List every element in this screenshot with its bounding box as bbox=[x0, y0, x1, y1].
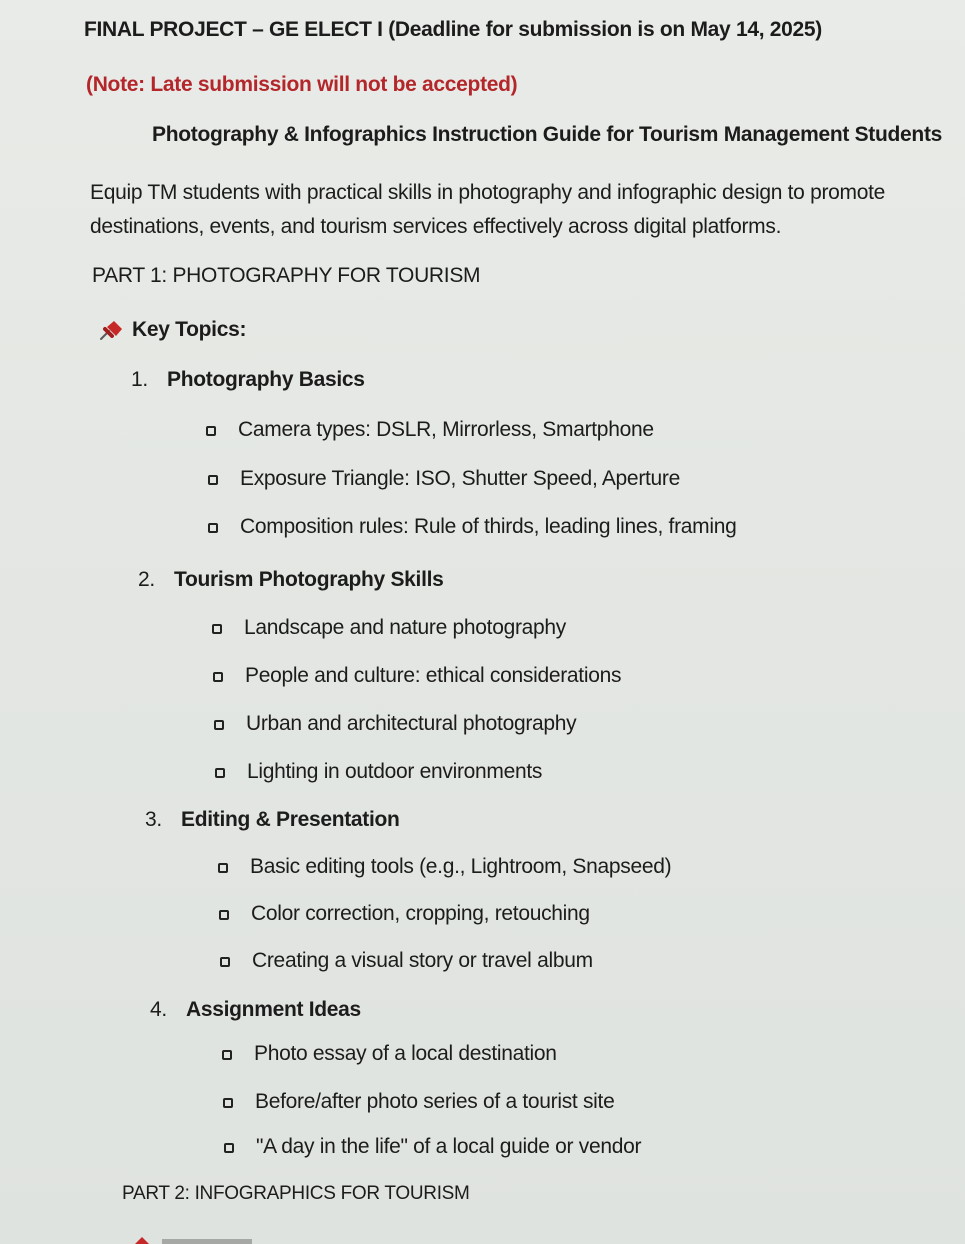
list-item-text: Camera types: DSLR, Mirrorless, Smartphone bbox=[238, 418, 654, 441]
hollow-square-bullet-icon bbox=[218, 863, 228, 873]
hollow-square-bullet-icon bbox=[219, 910, 229, 920]
section-number: 3. bbox=[145, 808, 162, 831]
list-item bbox=[218, 855, 671, 879]
list-item-text: Basic editing tools (e.g., Lightroom, Snapseed) bbox=[250, 855, 672, 878]
list-item-text: Photo essay of a local destination bbox=[254, 1042, 557, 1065]
key-topics-heading bbox=[98, 318, 246, 342]
hollow-square-bullet-icon bbox=[220, 957, 230, 967]
section-title: Photography Basics bbox=[167, 368, 365, 391]
intro-paragraph: Equip TM students with practical skills in photography and infographic design to promote destinations, events, and tourism services effectively across digital platforms. bbox=[90, 181, 886, 238]
hollow-square-bullet-icon bbox=[213, 672, 223, 682]
list-item-text: Exposure Triangle: ISO, Shutter Speed, Aperture bbox=[240, 467, 680, 490]
list-item bbox=[214, 712, 576, 736]
hollow-square-bullet-icon bbox=[212, 624, 222, 634]
section-number: 4. bbox=[150, 998, 167, 1021]
hollow-square-bullet-icon bbox=[215, 768, 225, 778]
hollow-square-bullet-icon bbox=[208, 475, 218, 485]
list-item-text: "A day in the life" of a local guide or vendor bbox=[256, 1135, 642, 1158]
section-title: Assignment Ideas bbox=[186, 998, 361, 1021]
list-item bbox=[206, 418, 654, 442]
list-item-text: Urban and architectural photography bbox=[246, 712, 577, 735]
cutoff-next-line bbox=[128, 1232, 268, 1244]
list-item-text: Lighting in outdoor environments bbox=[247, 760, 543, 783]
list-item-text: People and culture: ethical considerations bbox=[245, 664, 622, 687]
list-item-text: Color correction, cropping, retouching bbox=[251, 902, 590, 925]
section-heading bbox=[131, 368, 365, 392]
hollow-square-bullet-icon bbox=[223, 1098, 233, 1108]
guide-subtitle: Photography & Infographics Instruction Guide for Tourism Management Students bbox=[152, 123, 943, 146]
list-item bbox=[212, 616, 566, 640]
section-number: 2. bbox=[138, 568, 155, 591]
section-title: Editing & Presentation bbox=[181, 808, 400, 831]
hollow-square-bullet-icon bbox=[208, 523, 218, 533]
list-item bbox=[208, 467, 680, 491]
part1-heading: PART 1: PHOTOGRAPHY FOR TOURISM bbox=[92, 264, 481, 287]
hollow-square-bullet-icon bbox=[224, 1143, 234, 1153]
list-item bbox=[215, 760, 542, 784]
pushpin-icon bbox=[98, 319, 124, 341]
list-item bbox=[223, 1090, 614, 1114]
section-heading bbox=[150, 998, 361, 1022]
section-heading bbox=[138, 568, 444, 592]
late-submission-note: (Note: Late submission will not be accepted) bbox=[86, 73, 518, 96]
list-item bbox=[224, 1135, 641, 1159]
hollow-square-bullet-icon bbox=[214, 720, 224, 730]
key-topics-label: Key Topics: bbox=[132, 318, 247, 341]
list-item-text: Creating a visual story or travel album bbox=[252, 949, 593, 972]
section-number: 1. bbox=[131, 368, 148, 391]
list-item bbox=[219, 902, 590, 926]
hollow-square-bullet-icon bbox=[206, 426, 216, 436]
section-title: Tourism Photography Skills bbox=[174, 568, 444, 591]
list-item bbox=[222, 1042, 557, 1066]
document-title: FINAL PROJECT – GE ELECT I (Deadline for submission is on May 14, 2025) bbox=[84, 18, 822, 41]
list-item-text: Landscape and nature photography bbox=[244, 616, 567, 639]
hollow-square-bullet-icon bbox=[222, 1050, 232, 1060]
list-item-text: Composition rules: Rule of thirds, leading lines, framing bbox=[240, 515, 737, 538]
list-item bbox=[213, 664, 621, 688]
part2-heading: PART 2: INFOGRAPHICS FOR TOURISM bbox=[122, 1183, 470, 1204]
list-item-text: Before/after photo series of a tourist site bbox=[255, 1090, 615, 1113]
list-item bbox=[208, 515, 736, 539]
section-heading bbox=[145, 808, 400, 832]
list-item bbox=[220, 949, 593, 973]
